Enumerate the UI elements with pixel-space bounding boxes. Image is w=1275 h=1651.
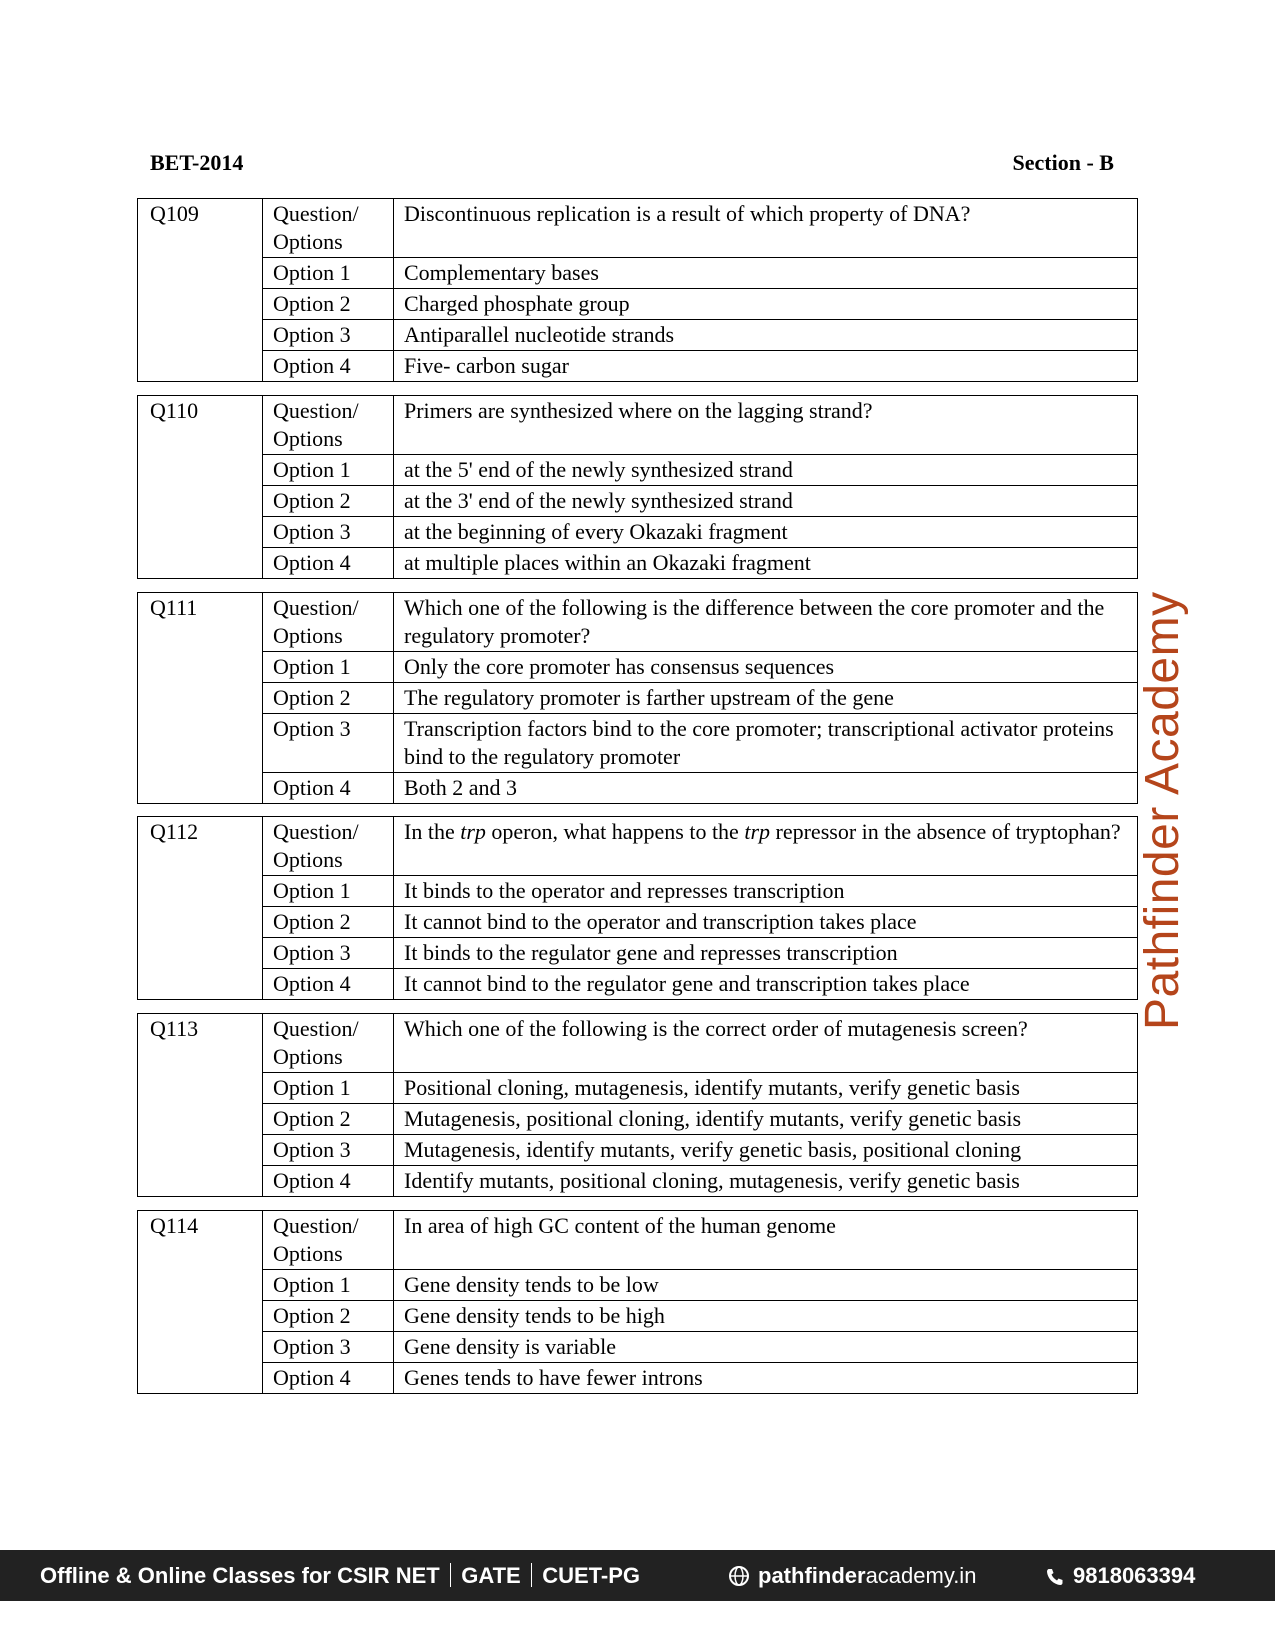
- option-label: Option 3: [263, 1332, 394, 1363]
- question-text: Which one of the following is the difference between the core promoter and the regulatory promoter?: [394, 593, 1138, 652]
- option-label: Option 1: [263, 455, 394, 486]
- option-text: Gene density is variable: [394, 1332, 1138, 1363]
- option-label: Option 3: [263, 938, 394, 969]
- option-text: Only the core promoter has consensus sequences: [394, 652, 1138, 683]
- option-text: Mutagenesis, positional cloning, identify mutants, verify genetic basis: [394, 1104, 1138, 1135]
- question-number: Q112: [138, 817, 263, 1000]
- option-text: Gene density tends to be high: [394, 1301, 1138, 1332]
- option-label: Option 2: [263, 907, 394, 938]
- footer-phone[interactable]: [1045, 1563, 1195, 1589]
- option-label: Option 2: [263, 1104, 394, 1135]
- option-label: Option 1: [263, 1073, 394, 1104]
- option-label: Option 4: [263, 1166, 394, 1197]
- option-text: Genes tends to have fewer introns: [394, 1363, 1138, 1394]
- question-label: Question/ Options: [263, 199, 394, 258]
- option-label: Option 2: [263, 1301, 394, 1332]
- question-label: Question/ Options: [263, 396, 394, 455]
- footer-phone-number: 9818063394: [1073, 1563, 1196, 1588]
- option-text: It cannot bind to the regulator gene and transcription takes place: [394, 969, 1138, 1000]
- option-text: at the 5' end of the newly synthesized strand: [394, 455, 1138, 486]
- option-label: Option 4: [263, 351, 394, 382]
- footer-banner: [0, 1550, 1275, 1601]
- question-table-q110: [137, 395, 1138, 579]
- question-text: In the trp operon, what happens to the trp repressor in the absence of tryptophan?: [394, 817, 1138, 876]
- phone-icon: [1045, 1567, 1065, 1587]
- footer-gate-text: GATE: [461, 1563, 521, 1588]
- option-label: Option 4: [263, 1363, 394, 1394]
- question-table-q112: [137, 816, 1138, 1000]
- question-text: Primers are synthesized where on the lagging strand?: [394, 396, 1138, 455]
- question-label: Question/ Options: [263, 1211, 394, 1270]
- option-label: Option 1: [263, 1270, 394, 1301]
- option-label: Option 3: [263, 517, 394, 548]
- option-text: Antiparallel nucleotide strands: [394, 320, 1138, 351]
- option-text: It binds to the regulator gene and represses transcription: [394, 938, 1138, 969]
- question-text: Discontinuous replication is a result of which property of DNA?: [394, 199, 1138, 258]
- option-label: Option 2: [263, 683, 394, 714]
- option-label: Option 4: [263, 969, 394, 1000]
- option-text: Gene density tends to be low: [394, 1270, 1138, 1301]
- option-text: Mutagenesis, identify mutants, verify genetic basis, positional cloning: [394, 1135, 1138, 1166]
- question-table-q114: [137, 1210, 1138, 1394]
- option-label: Option 3: [263, 714, 394, 773]
- option-label: Option 4: [263, 548, 394, 579]
- option-label: Option 4: [263, 773, 394, 804]
- option-label: Option 1: [263, 876, 394, 907]
- question-table-q109: [137, 198, 1138, 382]
- question-label: Question/ Options: [263, 817, 394, 876]
- gene-name-italic: trp: [460, 819, 486, 844]
- footer-classes-text: Offline & Online Classes for CSIR NET: [40, 1563, 440, 1588]
- option-text: It binds to the operator and represses transcription: [394, 876, 1138, 907]
- question-table-q113: [137, 1013, 1138, 1197]
- question-number: Q114: [138, 1211, 263, 1394]
- question-number: Q110: [138, 396, 263, 579]
- question-number: Q113: [138, 1014, 263, 1197]
- option-text: It cannot bind to the operator and transcription takes place: [394, 907, 1138, 938]
- option-text: Positional cloning, mutagenesis, identify mutants, verify genetic basis: [394, 1073, 1138, 1104]
- option-text: Charged phosphate group: [394, 289, 1138, 320]
- option-text: at the 3' end of the newly synthesized strand: [394, 486, 1138, 517]
- question-number: Q109: [138, 199, 263, 382]
- option-text: The regulatory promoter is farther upstream of the gene: [394, 683, 1138, 714]
- option-text: Complementary bases: [394, 258, 1138, 289]
- gene-name-italic: trp: [744, 819, 771, 844]
- question-label: Question/ Options: [263, 1014, 394, 1073]
- option-label: Option 2: [263, 289, 394, 320]
- option-text: at multiple places within an Okazaki fragment: [394, 548, 1138, 579]
- question-text: Which one of the following is the correct order of mutagenesis screen?: [394, 1014, 1138, 1073]
- footer-website[interactable]: [728, 1563, 976, 1589]
- question-label: Question/ Options: [263, 593, 394, 652]
- page-header: [150, 150, 1114, 180]
- footer-cuet-text: CUET-PG: [542, 1563, 641, 1588]
- question-text: In area of high GC content of the human genome: [394, 1211, 1138, 1270]
- option-label: Option 1: [263, 258, 394, 289]
- exam-title: BET-2014: [150, 150, 244, 175]
- footer-site-bold: pathfinder: [758, 1563, 866, 1588]
- option-label: Option 1: [263, 652, 394, 683]
- question-number: Q111: [138, 593, 263, 804]
- globe-icon: [728, 1565, 750, 1587]
- option-label: Option 3: [263, 320, 394, 351]
- option-text: Five- carbon sugar: [394, 351, 1138, 382]
- watermark: Pathfinder Academy: [1136, 591, 1189, 1030]
- footer-courses: [40, 1563, 640, 1589]
- option-text: at the beginning of every Okazaki fragment: [394, 517, 1138, 548]
- footer-site-light: academy.in: [865, 1563, 977, 1588]
- option-label: Option 3: [263, 1135, 394, 1166]
- option-text: Both 2 and 3: [394, 773, 1138, 804]
- option-text: Identify mutants, positional cloning, mutagenesis, verify genetic basis: [394, 1166, 1138, 1197]
- section-title: Section - B: [1012, 150, 1114, 175]
- question-table-q111: [137, 592, 1138, 804]
- option-text: Transcription factors bind to the core promoter; transcriptional activator proteins bind to the regulatory promoter: [394, 714, 1138, 773]
- option-label: Option 2: [263, 486, 394, 517]
